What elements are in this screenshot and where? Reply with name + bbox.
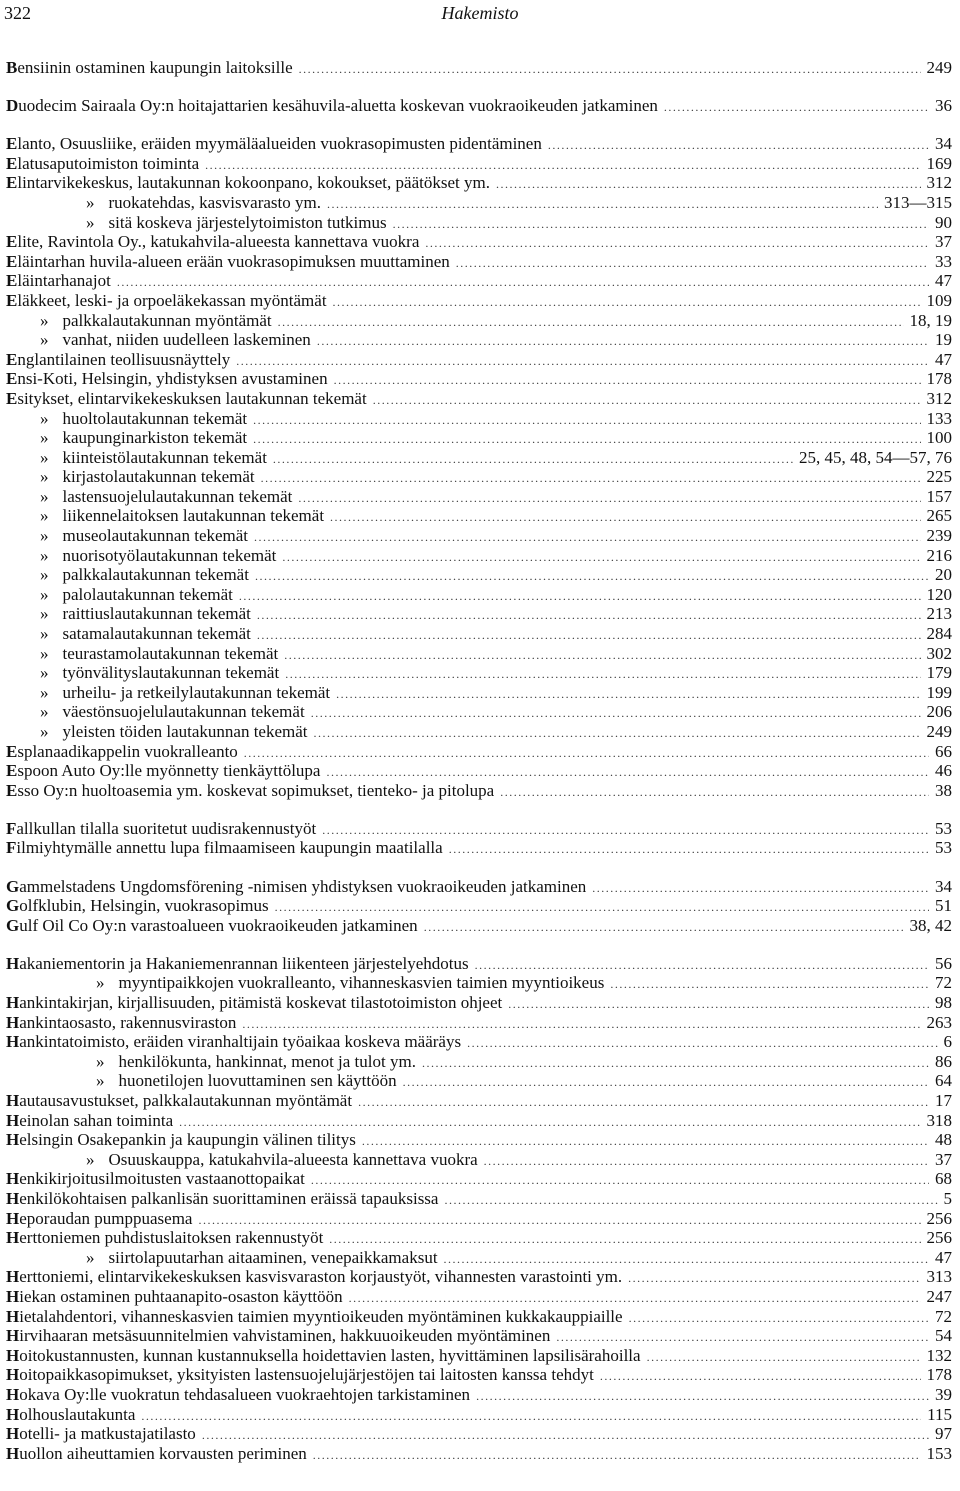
leader-dots — [313, 1446, 921, 1466]
entry-page: 256 — [926, 1228, 952, 1248]
index-entry — [6, 838, 952, 858]
entry-text: Elatusaputoimiston toiminta — [6, 153, 200, 173]
index-entry — [6, 722, 952, 742]
leader-dots — [422, 1054, 929, 1074]
entry-text: kirjastolautakunnan tekemät — [62, 467, 255, 487]
index-entry — [6, 1150, 952, 1170]
index-entry — [6, 1071, 952, 1091]
entry-text: Hankintaosasto, rakennusviraston — [6, 1012, 237, 1032]
leader-dots — [254, 528, 920, 548]
leader-dots — [403, 1073, 929, 1093]
entry-text: huonetilojen luovuttaminen sen käyttöön — [118, 1071, 397, 1091]
entry-page: 34 — [935, 134, 952, 154]
entry-text: Hokava Oy:lle vuokratun tehdasalueen vuokraehtojen tarkistaminen — [6, 1384, 471, 1404]
entry-text: palkkalautakunnan tekemät — [62, 565, 249, 585]
leader-dots — [496, 175, 921, 195]
index-entry — [6, 232, 952, 252]
entry-page: 302 — [926, 643, 952, 663]
index-group — [6, 877, 952, 936]
leader-dots — [285, 665, 920, 685]
leader-dots — [278, 313, 904, 333]
entry-text: Esplanaadikappelin vuokralleanto — [6, 741, 238, 761]
leader-dots — [444, 1191, 937, 1211]
entry-page: 86 — [935, 1051, 952, 1071]
index-entry — [6, 330, 952, 350]
entry-text: Heinolan sahan toiminta — [6, 1110, 174, 1130]
index-entry — [6, 350, 952, 370]
entry-page: 157 — [926, 486, 952, 506]
leader-dots — [548, 136, 929, 156]
index-entry — [6, 409, 952, 429]
entry-text: Henkilökohtaisen palkanlisän suorittaminen eräissä tapauksissa — [6, 1188, 439, 1208]
index-group — [6, 58, 952, 78]
leader-dots — [467, 1034, 937, 1054]
entry-page: 53 — [935, 818, 952, 838]
entry-page: 72 — [935, 1306, 952, 1326]
entry-page: 206 — [926, 702, 952, 722]
leader-dots — [317, 332, 929, 352]
entry-text: Herttoniemi, elintarvikekeskuksen kasvisvaraston korjaustyöt, vihannesten varastointi ym. — [6, 1267, 623, 1287]
index-entry — [6, 1032, 952, 1052]
ditto-mark: » — [96, 1071, 105, 1091]
entry-page: 47 — [935, 1247, 952, 1267]
entry-page: 318 — [926, 1110, 952, 1130]
index-entry — [6, 271, 952, 291]
ditto-mark: » — [40, 624, 49, 644]
leader-dots — [334, 371, 921, 391]
entry-text: yleisten töiden lautakunnan tekemät — [62, 722, 308, 741]
entry-text: ruokatehdas, kasvisvarasto ym. — [108, 192, 321, 212]
index-entry — [6, 702, 952, 722]
index-entry — [6, 683, 952, 703]
leader-dots — [239, 587, 921, 607]
ditto-mark: » — [40, 506, 49, 526]
entry-page: 249 — [926, 722, 952, 741]
entry-page: 47 — [935, 271, 952, 291]
entry-text: Esso Oy:n huoltoasemia ym. koskevat sopimukset, tienteko- ja pitolupa — [6, 780, 495, 800]
leader-dots — [393, 215, 929, 235]
index-entry — [6, 973, 952, 993]
leader-dots — [255, 567, 929, 587]
index-entry — [6, 1346, 952, 1366]
ditto-mark: » — [40, 330, 49, 350]
entry-text: henkilökunta, hankinnat, menot ja tulot ym. — [118, 1051, 416, 1071]
leader-dots — [257, 606, 921, 626]
index-entry — [6, 1248, 952, 1268]
entry-text: sitä koskeva järjestelytoimiston tutkimus — [108, 212, 387, 232]
entry-page: 6 — [943, 1032, 952, 1052]
entry-text: Gulf Oil Co Oy:n varastoalueen vuokraoikeuden jatkaminen — [6, 915, 418, 935]
index-entry — [6, 1444, 952, 1464]
entry-text: Espoon Auto Oy:lle myönnetty tienkäyttölupa — [6, 761, 321, 781]
ditto-mark: » — [40, 447, 49, 467]
leader-dots — [333, 293, 921, 313]
entry-page: 25, 45, 48, 54—57, 76 — [799, 447, 952, 467]
entry-page: 284 — [926, 624, 952, 644]
index-entry — [6, 487, 952, 507]
entry-page: 46 — [935, 761, 952, 781]
entry-page: 5 — [943, 1188, 952, 1208]
entry-page: 17 — [935, 1091, 952, 1110]
entry-text: Elanto, Osuusliike, eräiden myymäläalueiden vuokrasopimusten pidentäminen — [6, 134, 542, 154]
entry-page: 98 — [935, 993, 952, 1013]
entry-text: museolautakunnan tekemät — [62, 526, 249, 546]
leader-dots — [141, 1407, 921, 1427]
entry-text: raittiuslautakunnan tekemät — [62, 604, 251, 624]
entry-page: 72 — [935, 973, 952, 993]
ditto-mark: » — [40, 467, 49, 487]
entry-page: 68 — [935, 1169, 952, 1189]
entry-text: Englantilainen teollisuusnäyttely — [6, 349, 231, 369]
leader-dots — [424, 918, 904, 938]
leader-dots — [236, 352, 929, 372]
leader-dots — [298, 489, 920, 509]
ditto-mark: » — [86, 1247, 95, 1267]
entry-page: 39 — [935, 1384, 952, 1404]
leader-dots — [500, 783, 929, 803]
index-group — [6, 134, 952, 800]
index-entry — [6, 213, 952, 233]
index-entry — [6, 58, 952, 78]
entry-text: Golfklubin, Helsingin, vuokrasopimus — [6, 896, 269, 916]
index-group — [6, 96, 952, 116]
leader-dots — [476, 1387, 929, 1407]
leader-dots — [314, 724, 921, 744]
entry-page: 239 — [926, 526, 952, 546]
index-entry — [6, 526, 952, 546]
index-entry — [6, 1228, 952, 1248]
index-entry — [6, 1267, 952, 1287]
entry-text: teurastamolautakunnan tekemät — [62, 643, 279, 663]
index-list — [6, 58, 952, 1482]
entry-text: Hotelli- ja matkustajatilasto — [6, 1424, 196, 1444]
entry-text: liikennelaitoksen lautakunnan tekemät — [62, 506, 325, 526]
entry-page: 64 — [935, 1071, 952, 1091]
entry-text: palkkalautakunnan myöntämät — [62, 310, 272, 330]
entry-text: Elite, Ravintola Oy., katukahvila-alueesta kannettava vuokra — [6, 232, 420, 252]
entry-text: urheilu- ja retkeilylautakunnan tekemät — [62, 682, 331, 702]
leader-dots — [244, 744, 929, 764]
entry-text: Filmiyhtymälle annettu lupa filmaamiseen kaupungin maatilalla — [6, 838, 443, 858]
entry-text: kiinteistölautakunnan tekemät — [62, 447, 267, 467]
ditto-mark: » — [86, 212, 95, 232]
leader-dots — [664, 98, 929, 118]
entry-text: Hankintatoimisto, eräiden viranhaltijain työaikaa koskeva määräys — [6, 1032, 462, 1052]
entry-text: Gammelstadens Ungdomsförening -nimisen yhdistyksen vuokraoikeuden jatkaminen — [6, 876, 587, 896]
leader-dots — [508, 995, 929, 1015]
entry-text: myyntipaikkojen vuokralleanto, vihanneskasvien taimien myyntioikeus — [118, 973, 605, 993]
entry-text: Helsingin Osakepankin ja kaupungin välinen tilitys — [6, 1130, 356, 1150]
entry-page: 313 — [926, 1267, 952, 1287]
index-entry — [6, 1111, 952, 1131]
index-entry — [6, 916, 952, 936]
leader-dots — [336, 685, 920, 705]
leader-dots — [284, 646, 920, 666]
leader-dots — [484, 1152, 929, 1172]
index-group — [6, 819, 952, 858]
leader-dots — [257, 626, 921, 646]
entry-page: 37 — [935, 1149, 952, 1169]
entry-text: lastensuojelulautakunnan tekemät — [62, 486, 293, 506]
index-entry — [6, 1424, 952, 1444]
entry-text: Eläintarhanajot — [6, 271, 111, 291]
entry-text: Holhouslautakunta — [6, 1404, 136, 1424]
index-entry — [6, 993, 952, 1013]
leader-dots — [425, 234, 929, 254]
ditto-mark: » — [86, 1149, 95, 1169]
index-entry — [6, 311, 952, 331]
page-number: 322 — [4, 3, 31, 23]
entry-text: Ensi-Koti, Helsingin, yhdistyksen avustaminen — [6, 369, 328, 389]
entry-text: palolautakunnan tekemät — [62, 584, 233, 604]
entry-page: 247 — [926, 1286, 952, 1306]
index-entry — [6, 448, 952, 468]
leader-dots — [311, 704, 921, 724]
leader-dots — [253, 411, 920, 431]
entry-page: 36 — [935, 96, 952, 116]
ditto-mark: » — [40, 408, 49, 428]
ditto-mark: » — [40, 526, 49, 546]
index-entry — [6, 96, 952, 116]
index-entry — [6, 565, 952, 585]
index-entry — [6, 173, 952, 193]
leader-dots — [282, 548, 920, 568]
entry-text: Herttoniemen puhdistuslaitoksen rakennustyöt — [6, 1228, 324, 1248]
entry-page: 18, 19 — [909, 310, 952, 330]
ditto-mark: » — [40, 604, 49, 624]
entry-text: Eläintarhan huvila-alueen erään vuokrasopimuksen muuttaminen — [6, 251, 450, 271]
index-group — [6, 954, 952, 1463]
index-entry — [6, 761, 952, 781]
leader-dots — [456, 254, 929, 274]
leader-dots — [592, 879, 929, 899]
index-entry — [6, 291, 952, 311]
entry-page: 53 — [935, 838, 952, 858]
entry-page: 199 — [926, 682, 952, 702]
index-entry — [6, 467, 952, 487]
ditto-mark: » — [40, 663, 49, 683]
entry-text: Esitykset, elintarvikekeskuksen lautakunnan tekemät — [6, 388, 367, 408]
entry-page: 115 — [927, 1404, 952, 1424]
index-entry — [6, 154, 952, 174]
entry-text: huoltolautakunnan tekemät — [62, 408, 248, 428]
entry-page: 54 — [935, 1326, 952, 1346]
entry-text: Hirvihaaran metsäsuunnitelmien vahvistaminen, hakkuuoikeuden myöntäminen — [6, 1326, 551, 1346]
index-entry — [6, 1013, 952, 1033]
entry-page: 178 — [926, 369, 952, 389]
entry-text: Duodecim Sairaala Oy:n hoitajattarien kesähuvila-aluetta koskevan vuokraoikeuden jatkaminen — [6, 96, 658, 116]
running-title: Hakemisto — [441, 3, 519, 23]
entry-page: 34 — [935, 876, 952, 896]
index-entry — [6, 896, 952, 916]
leader-dots — [202, 1426, 929, 1446]
ditto-mark: » — [40, 643, 49, 663]
ditto-mark: » — [96, 973, 105, 993]
index-entry — [6, 252, 952, 272]
entry-page: 313—315 — [884, 192, 952, 212]
entry-page: 249 — [926, 58, 952, 77]
entry-text: Hoitopaikkasopimukset, yksityisten lastensuojelujärjestöjen tai laitosten kanssa tehdyt — [6, 1365, 594, 1385]
entry-page: 90 — [935, 212, 952, 232]
ditto-mark: » — [40, 545, 49, 565]
index-entry — [6, 193, 952, 213]
index-entry — [6, 1052, 952, 1072]
leader-dots — [261, 469, 921, 489]
leader-dots — [330, 508, 920, 528]
entry-page: 216 — [926, 545, 952, 565]
index-entry — [6, 954, 952, 974]
entry-page: 38 — [935, 780, 952, 800]
leader-dots — [299, 60, 921, 80]
ditto-mark: » — [86, 192, 95, 212]
entry-page: 263 — [926, 1012, 952, 1032]
leader-dots — [610, 975, 929, 995]
leader-dots — [449, 840, 929, 860]
entry-page: 312 — [926, 388, 952, 408]
page-header — [0, 0, 960, 30]
entry-page: 33 — [935, 251, 952, 271]
entry-text: Osuuskauppa, katukahvila-alueesta kannettava vuokra — [108, 1149, 478, 1169]
index-entry — [6, 1209, 952, 1229]
leader-dots — [628, 1269, 920, 1289]
leader-dots — [600, 1367, 921, 1387]
entry-text: Eläkkeet, leski- ja orpoeläkekassan myöntämät — [6, 290, 327, 310]
index-entry — [6, 1091, 952, 1111]
entry-text: Fallkullan tilalla suoritetut uudisrakennustyöt — [6, 818, 317, 838]
entry-text: vanhat, niiden uudelleen laskeminen — [62, 330, 311, 350]
entry-page: 265 — [926, 506, 952, 526]
entry-page: 100 — [926, 428, 952, 448]
ditto-mark: » — [40, 722, 49, 741]
entry-text: kaupunginarkiston tekemät — [62, 428, 248, 448]
leader-dots — [327, 195, 878, 215]
entry-page: 225 — [926, 467, 952, 487]
ditto-mark: » — [40, 584, 49, 604]
index-entry — [6, 644, 952, 664]
entry-text: väestönsuojelulautakunnan tekemät — [62, 702, 305, 722]
index-entry — [6, 1326, 952, 1346]
leader-dots — [358, 1093, 929, 1113]
index-entry — [6, 369, 952, 389]
entry-page: 19 — [935, 330, 952, 350]
ditto-mark: » — [40, 428, 49, 448]
entry-text: Hankintakirjan, kirjallisuuden, pitämistä koskevat tilastotoimiston ohjeet — [6, 993, 503, 1013]
ditto-mark: » — [40, 486, 49, 506]
entry-text: siirtolapuutarhan aitaaminen, venepaikkamaksut — [108, 1247, 438, 1267]
leader-dots — [273, 450, 793, 470]
index-entry — [6, 428, 952, 448]
entry-text: Huollon aiheuttamien korvausten periminen — [6, 1443, 307, 1463]
entry-page: 120 — [926, 584, 952, 604]
entry-page: 51 — [935, 896, 952, 916]
entry-page: 66 — [935, 741, 952, 761]
entry-page: 132 — [926, 1345, 952, 1365]
index-entry — [6, 742, 952, 762]
index-entry — [6, 1385, 952, 1405]
index-entry — [6, 1307, 952, 1327]
entry-page: 179 — [926, 663, 952, 683]
entry-page: 109 — [926, 290, 952, 310]
entry-page: 37 — [935, 232, 952, 252]
index-entry — [6, 1189, 952, 1209]
index-entry — [6, 1405, 952, 1425]
entry-text: Hiekan ostaminen puhtaanapito-osaston käyttöön — [6, 1286, 343, 1306]
ditto-mark: » — [40, 682, 49, 702]
entry-text: Hakaniementorin ja Hakaniemenrannan liikenteen järjestelyehdotus — [6, 953, 469, 973]
entry-text: satamalautakunnan tekemät — [62, 624, 251, 644]
index-entry — [6, 819, 952, 839]
index-entry — [6, 781, 952, 801]
entry-page: 20 — [935, 565, 952, 585]
entry-page: 133 — [926, 408, 952, 428]
entry-text: Henkikirjoitusilmoitusten vastaanottopaikat — [6, 1169, 305, 1189]
index-entry — [6, 546, 952, 566]
entry-text: nuorisotyölautakunnan tekemät — [62, 545, 277, 565]
entry-page: 47 — [935, 349, 952, 369]
entry-page: 256 — [926, 1208, 952, 1228]
entry-page: 38, 42 — [909, 915, 952, 935]
entry-page: 153 — [926, 1443, 952, 1463]
entry-page: 97 — [935, 1424, 952, 1444]
index-entry — [6, 604, 952, 624]
index-entry — [6, 1287, 952, 1307]
entry-page: 169 — [926, 153, 952, 173]
leader-dots — [373, 391, 921, 411]
leader-dots — [629, 1309, 929, 1329]
index-entry — [6, 624, 952, 644]
index-entry — [6, 1130, 952, 1150]
entry-page: 213 — [926, 604, 952, 624]
entry-text: Hietalahdentori, vihanneskasvien taimien myyntioikeuden myöntäminen kukkakauppiaille — [6, 1306, 623, 1326]
entry-text: Hautausavustukset, palkkalautakunnan myöntämät — [6, 1091, 353, 1110]
ditto-mark: » — [40, 565, 49, 585]
index-entry — [6, 134, 952, 154]
entry-text: Elintarvikekeskus, lautakunnan kokoonpano, kokoukset, päätökset ym. — [6, 173, 490, 193]
index-entry — [6, 1169, 952, 1189]
entry-page: 56 — [935, 953, 952, 973]
index-entry — [6, 877, 952, 897]
entry-page: 178 — [926, 1365, 952, 1385]
entry-text: työnvälityslautakunnan tekemät — [62, 663, 280, 683]
entry-page: 312 — [926, 173, 952, 193]
index-entry — [6, 389, 952, 409]
index-entry — [6, 506, 952, 526]
entry-text: Hoitokustannusten, kunnan kustannuksella hoidettavien lasten, hyvittäminen lapsilisärahoilla — [6, 1345, 641, 1365]
index-entry — [6, 663, 952, 683]
ditto-mark: » — [40, 310, 49, 330]
entry-text: Heporaudan pumppuasema — [6, 1208, 193, 1228]
ditto-mark: » — [96, 1051, 105, 1071]
leader-dots — [647, 1348, 921, 1368]
index-entry — [6, 585, 952, 605]
entry-text: Bensiinin ostaminen kaupungin laitoksille — [6, 58, 293, 77]
ditto-mark: » — [40, 702, 49, 722]
index-entry — [6, 1365, 952, 1385]
entry-page: 48 — [935, 1130, 952, 1150]
